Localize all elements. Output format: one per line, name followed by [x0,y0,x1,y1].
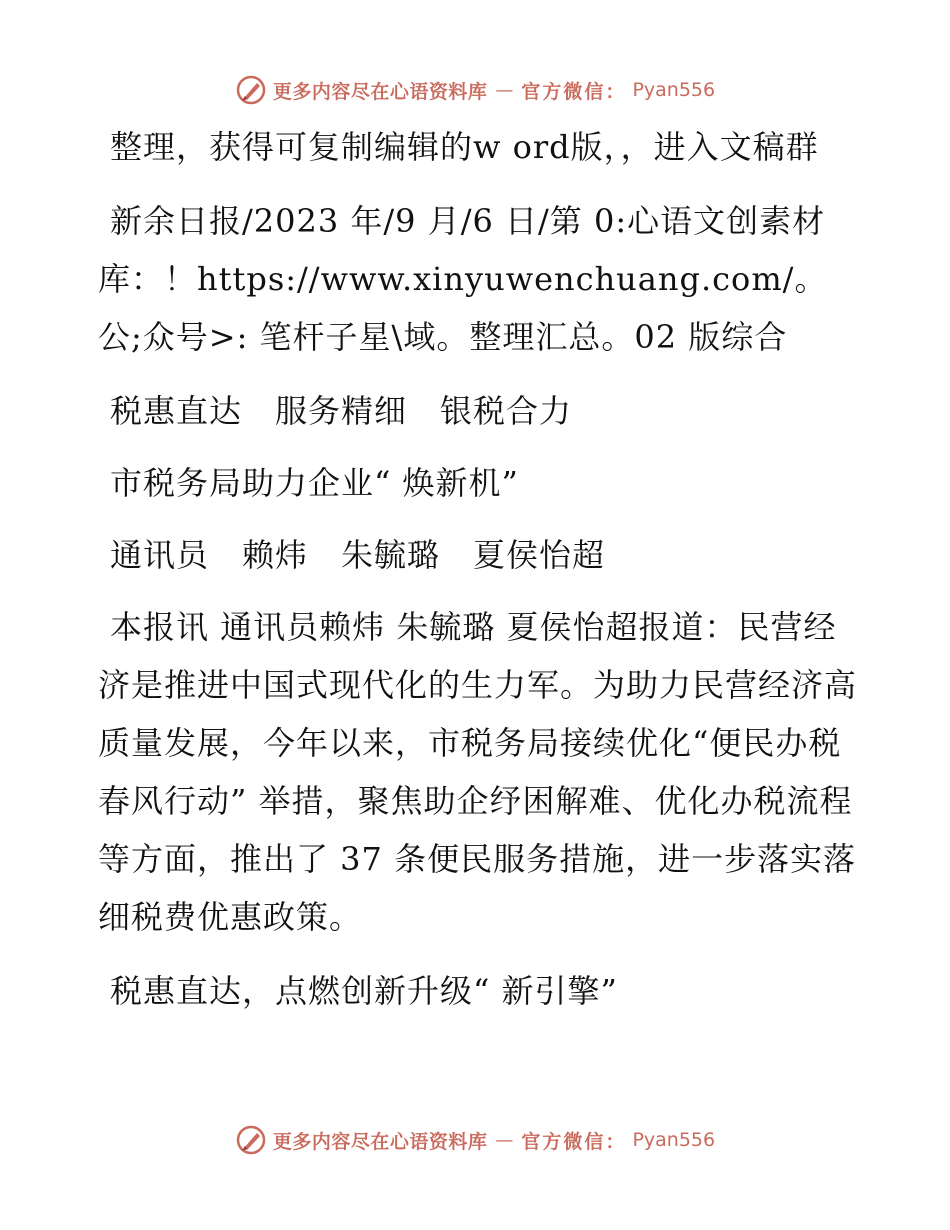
header-banner-text: 更多内容尽在心语资料库 [272,80,488,103]
paragraph-byline: 通讯员 赖炜 朱毓璐 夏侯怡超 [110,536,606,574]
footer-banner-wechat-id: Pyan556 [632,1129,716,1151]
quill-pen-logo-icon [235,1124,267,1156]
header-banner-dash: — [495,79,514,101]
footer-banner [0,1120,950,1160]
header-banner-wechat-id: Pyan556 [632,79,716,101]
footer-banner-wechat-label: 官方微信： [521,1130,627,1153]
footer-banner-inner [235,1124,715,1156]
paragraph-source: 新余日报/2023 年/9 月/6 日/第 0:心语文创素材库：！https://www.xinyuwenchuang.com/。公;众号>: 笔杆子星\域。整理汇总。02 版综合 [98,202,828,356]
paragraph-lead: 本报讯 通讯员赖炜 朱毓璐 夏侯怡超报道：民营经济是推进中国式现代化的生力军。为助力民营经济高质量发展，今年以来，市税务局接续优化“便民办税春风行动” 举措，聚焦助企纾困解难、优化办税流程等方面，推出了 37 条便民服务措施，进一步落实落细税费优惠政策。 [98,608,858,936]
header-banner-wechat-label: 官方微信： [521,80,627,103]
header-banner [0,70,950,110]
footer-banner-text: 更多内容尽在心语资料库 [272,1130,488,1153]
document-body [98,118,858,1036]
paragraph-subheading: 税惠直达，点燃创新升级“ 新引擎” [110,972,618,1010]
paragraph-headline: 市税务局助力企业“ 焕新机” [110,464,519,502]
paragraph-headline-kicker: 税惠直达 服务精细 银税合力 [110,392,573,430]
header-banner-inner [235,74,715,106]
quill-pen-logo-icon [235,74,267,106]
footer-banner-dash: — [495,1129,514,1151]
paragraph-intro: 整理，获得可复制编辑的w ord版，，进入文稿群 [110,128,819,166]
